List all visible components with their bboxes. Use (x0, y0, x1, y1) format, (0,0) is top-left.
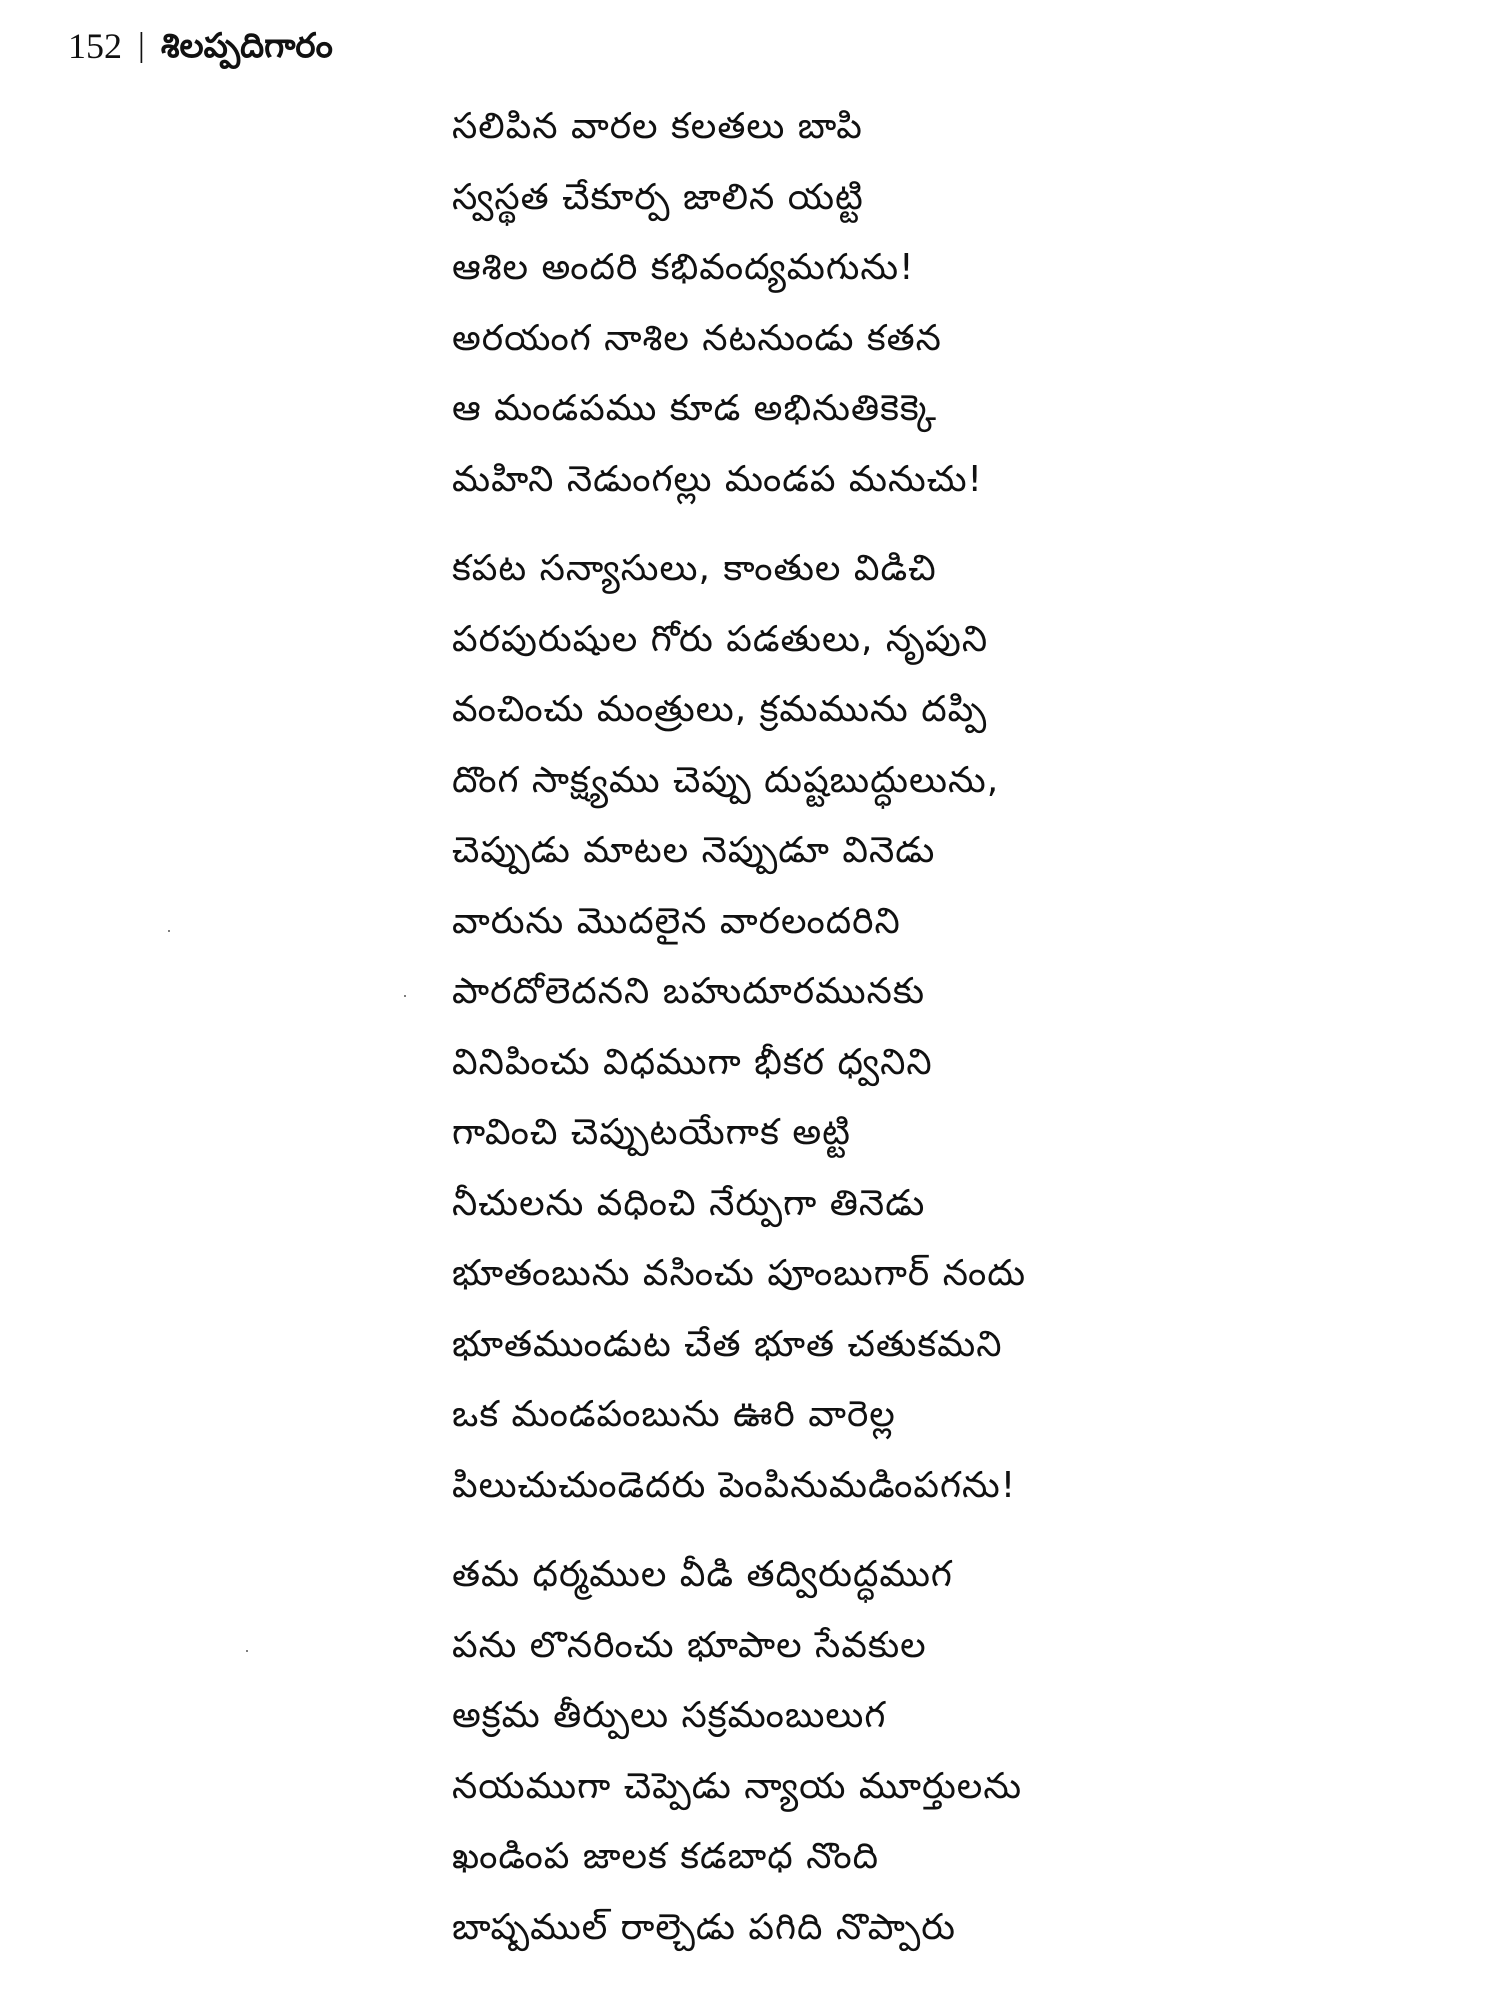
verse-line: కపట సన్యాసులు, కాంతుల విడిచి (452, 548, 937, 589)
verse-line: బాష్పముల్ రాల్చెడు పగిది నొప్పారు (452, 1906, 957, 1948)
stanza-2 (452, 534, 1432, 1521)
verse-line: భూతంబును వసించు పూంబుగార్ నందు (452, 1253, 1027, 1294)
verse-line: ఖండింప జాలక కడబాధ నొంది (452, 1836, 880, 1877)
verse-line: నీచులను వధించి నేర్పుగా తినెడు (452, 1182, 926, 1224)
scan-speck (168, 930, 170, 932)
book-title: శిలప్పదిగారం (160, 26, 333, 66)
poem-body (452, 92, 1432, 1963)
verse-line: భూతముండుట చేత భూత చతుకమని (452, 1323, 1003, 1365)
verse-line: స్వస్థత చేకూర్ప జాలిన యట్టి (452, 176, 864, 218)
stanza-3 (452, 1540, 1432, 1963)
scan-speck (246, 1650, 248, 1652)
scan-speck (404, 995, 406, 997)
verse-line: చెప్పుడు మాటల నెప్పుడూ వినెడు (452, 830, 936, 871)
verse-line: దొంగ సాక్ష్యము చెప్పు దుష్టబుద్ధులును, (452, 759, 1000, 801)
verse-line: తమ ధర్మముల వీడి తద్విరుద్ధముగ (452, 1554, 953, 1595)
verse-line: పారదోలెదనని బహుదూరమునకు (452, 971, 926, 1012)
verse-line: ఆశిల అందరి కభివంద్యమగును! (452, 247, 915, 288)
verse-line: పను లొనరించు భూపాల సేవకుల (452, 1624, 927, 1666)
stanza-1 (452, 92, 1432, 515)
verse-line: అక్రమ తీర్పులు సక్రమంబులుగ (452, 1695, 887, 1736)
header-separator: | (138, 27, 145, 64)
verse-line: సలిపిన వారల కలతలు బాపి (452, 106, 863, 147)
verse-line: ఒక మండపంబును ఊరి వారెల్ల (452, 1394, 896, 1435)
verse-line: మహిని నెడుంగల్లు మండప మనుచు! (452, 458, 983, 500)
verse-line: పరపురుషుల గోరు పడతులు, నృపుని (452, 618, 989, 660)
verse-line: వంచించు మంత్రులు, క్రమమును దప్పి (452, 689, 988, 730)
page-number: 152 (68, 26, 122, 66)
verse-line: పిలుచుచుండెదరు పెంపినుమడింపగను! (452, 1464, 1017, 1506)
verse-line: నయముగా చెప్పెడు న్యాయ మూర్తులను (452, 1765, 1023, 1807)
verse-line: వారును మొదలైన వారలందరిని (452, 900, 901, 942)
verse-line: గావించి చెప్పుటయేగాక అట్టి (452, 1112, 851, 1153)
verse-line: ఆ మండపము కూడ అభినుతికెక్కె (452, 388, 938, 429)
page-header (68, 18, 333, 74)
verse-line: వినిపించు విధముగా భీకర ధ్వనిని (452, 1041, 933, 1083)
verse-line: అరయంగ నాశిల నటనుండు కతన (452, 317, 942, 359)
